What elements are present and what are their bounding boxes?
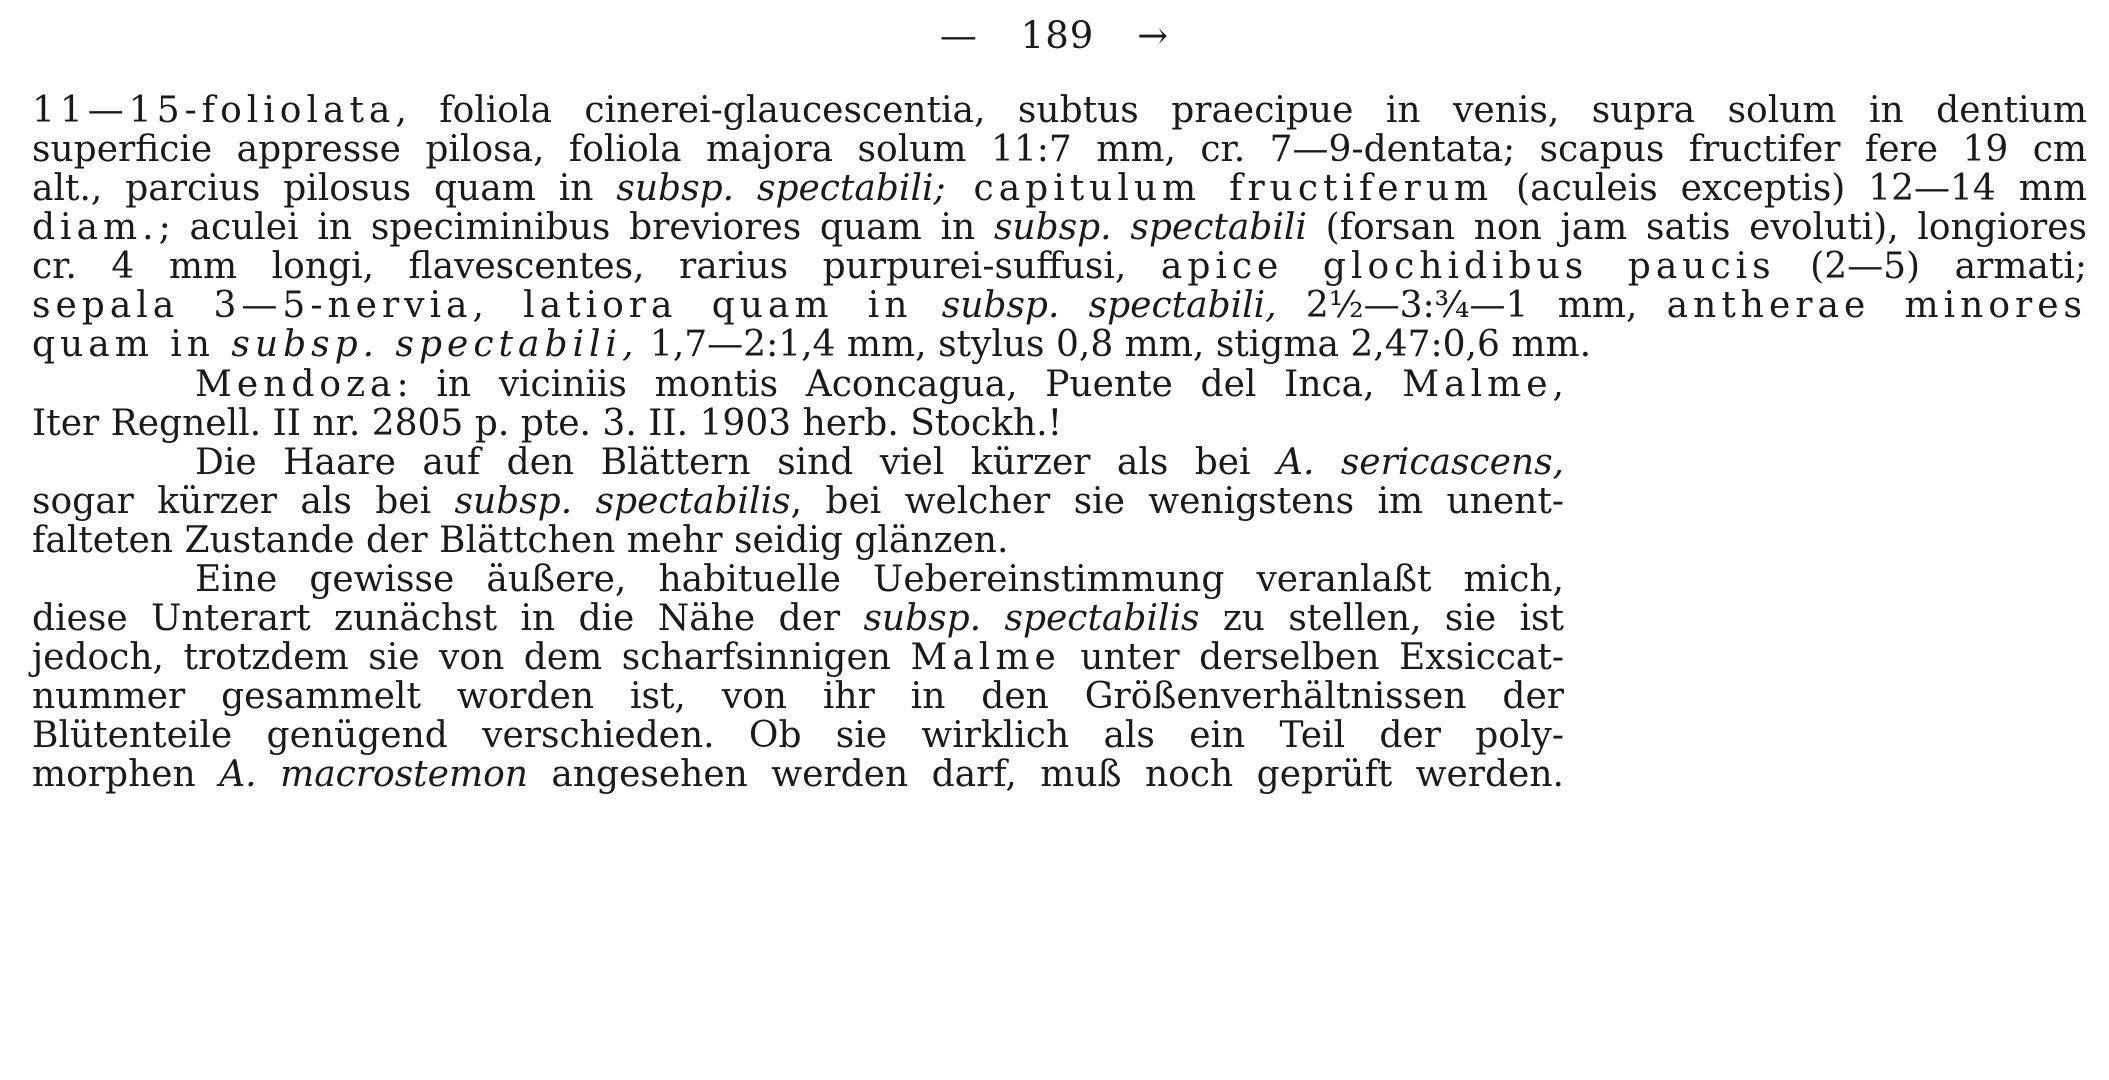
text-line: nummer gesammelt worden ist, von ihr in den Größenverhältnissen der xyxy=(32,676,1564,717)
taxon-name: subsp. spectabili, xyxy=(912,285,1277,326)
text-segment: capitulum fructiferum xyxy=(945,168,1494,209)
page-header xyxy=(0,14,2109,57)
text-line: Eine gewisse äußere, habituelle Uebereinstimmung veranlaßt mich, xyxy=(195,559,1564,600)
text-segment: : in viciniis montis Aconcagua, Puente del Inca, xyxy=(396,364,1403,405)
text-line: falteten Zustande der Blättchen mehr seidig glänzen. xyxy=(32,520,1009,561)
text-segment: angesehen werden darf, muß noch geprüft werden. xyxy=(527,754,1564,795)
text-line: Blütenteile genügend verschieden. Ob sie wirklich als ein Teil der poly- xyxy=(32,715,1564,756)
text-segment: diam. xyxy=(32,207,159,248)
taxon-name: A. sericascens, xyxy=(1276,442,1564,483)
text-segment: , foliola cinerei-glaucescentia, subtus praecipue in venis, supra solum in dentium xyxy=(395,90,2087,131)
text-segment: 11—15-foliolata xyxy=(32,90,396,131)
text-segment: 2½—3:¾—1 mm, xyxy=(1276,285,1667,326)
text-segment: jedoch, trotzdem sie von dem scharfsinnigen xyxy=(32,637,911,678)
text-segment: (2—5) armati; xyxy=(1775,246,2087,287)
text-segment: morphen xyxy=(32,754,220,795)
text-segment: (aculeis exceptis) 12—14 mm xyxy=(1493,168,2087,209)
text-segment: 1,7—2:1,4 mm, stylus 0,8 mm, stigma 2,47:0,6 mm. xyxy=(638,324,1592,365)
text-line: Iter Regnell. II nr. 2805 p. pte. 3. II. 1903 herb. Stockh.! xyxy=(32,403,1063,444)
text-segment: , xyxy=(1552,364,1564,405)
taxon-name: A. macrostemon xyxy=(219,754,528,795)
page-number: 189 xyxy=(1020,14,1095,57)
taxon-name: subsp. spectabili, xyxy=(231,324,639,365)
header-dash-right: → xyxy=(1137,14,1170,57)
text-segment: alt., parcius pilosus quam in xyxy=(32,168,617,209)
text-line: superficie appresse pilosa, foliola majora solum 11:7 mm, cr. 7—9-dentata; scapus fructifer fere 19 cm xyxy=(32,129,2087,170)
text-segment: Die Haare auf den Blättern sind viel kürzer als bei xyxy=(195,442,1277,483)
collector-name: Malme xyxy=(1402,364,1553,405)
text-segment: diese Unterart zunächst in die Nähe der xyxy=(32,598,864,639)
text-segment: unter derselben Exsiccat- xyxy=(1060,637,1565,678)
text-segment: sepala 3—5-nervia, latiora quam in xyxy=(32,285,913,326)
text-segment: antherae minores xyxy=(1666,285,2087,326)
header-dash-left: — xyxy=(939,14,978,57)
text-segment: sogar kürzer als bei xyxy=(32,481,455,522)
text-segment: cr. 4 mm longi, flavescentes, rarius purpurei-suffusi, xyxy=(32,246,1161,287)
text-line xyxy=(32,749,1564,801)
collector-name: Malme xyxy=(910,637,1061,678)
text-segment: , bei welcher sie wenigstens im unent- xyxy=(790,481,1564,522)
taxon-name: subsp. spectabili; xyxy=(616,168,946,209)
taxon-name: subsp. spectabilis xyxy=(454,481,791,522)
text-segment: (forsan non jam satis evoluti), longiores xyxy=(1306,207,2087,248)
text-segment: apice glochidibus paucis xyxy=(1160,246,1776,287)
text-segment: quam in xyxy=(32,324,232,365)
taxon-name: subsp. spectabili xyxy=(993,207,1307,248)
locality-name: Mendoza xyxy=(195,364,397,405)
taxon-name: subsp. spectabilis xyxy=(863,598,1200,639)
text-segment: ; aculei in speciminibus breviores quam in xyxy=(158,207,994,248)
text-segment: zu stellen, sie ist xyxy=(1199,598,1565,639)
